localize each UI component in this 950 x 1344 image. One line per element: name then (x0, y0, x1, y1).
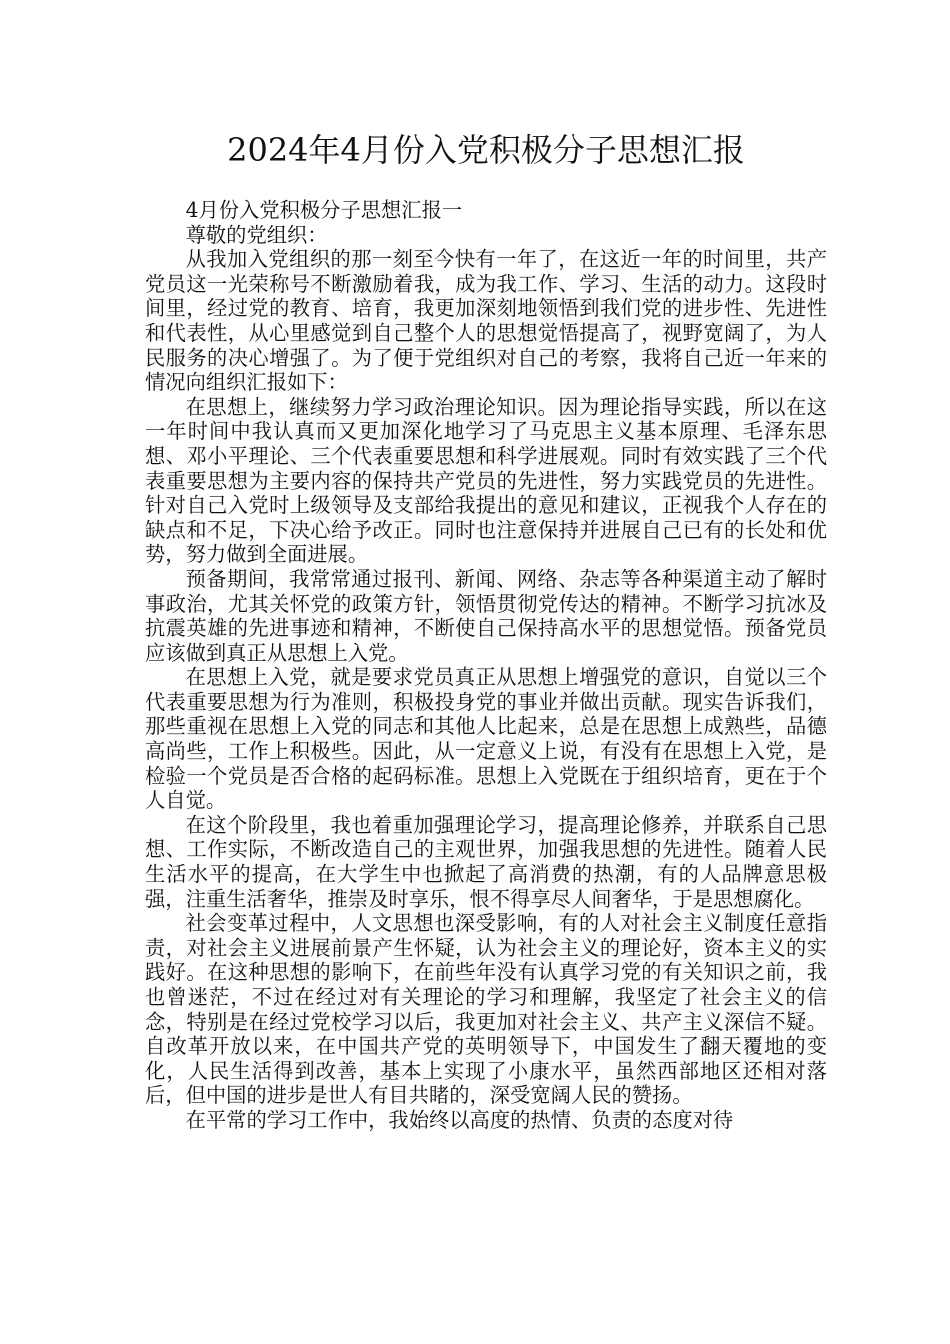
document-title: 2024年4月份入党积极分子思想汇报 (227, 131, 745, 169)
body-paragraph: 预备期间，我常常通过报刊、新闻、网络、杂志等各种渠道主动了解时事政治，尤其关怀党的政策方针，领悟贯彻党传达的精神。不断学习抗冰及抗震英雄的先进事迹和精神，不断使自己保持高水平的思想觉悟。预备党员应该做到真正从思想上入党。 (145, 566, 827, 665)
document-page (145, 128, 827, 1133)
body-paragraph: 从我加入党组织的那一刻至今快有一年了，在这近一年的时间里，共产党员这一光荣称号不断激励着我，成为我工作、学习、生活的动力。这段时间里，经过党的教育、培育，我更加深刻地领悟到我们党的进步性、先进性和代表性，从心里感觉到自己整个人的思想觉悟提高了，视野宽阔了，为人民服务的决心增强了。为了便于党组织对自己的考察，我将自己近一年来的情况向组织汇报如下： (145, 247, 827, 395)
body-paragraph: 在思想上，继续努力学习政治理论知识。因为理论指导实践，所以在这一年时间中我认真而又更加深化地学习了马克思主义基本原理、毛泽东思想、邓小平理论、三个代表重要思想和科学进展观。同时有效实践了三个代表重要思想为主要内容的保持共产党员的先进性，努力实践党员的先进性。针对自己入党时上级领导及支部给我提出的意见和建议，正视我个人存在的缺点和不足，下决心给予改正。同时也注意保持并进展自己已有的长处和优势，努力做到全面进展。 (145, 394, 827, 567)
body-paragraph: 在平常的学习工作中，我始终以高度的热情、负责的态度对待 (185, 1107, 734, 1132)
salutation: 尊敬的党组织： (185, 222, 328, 247)
document-subtitle: 4月份入党积极分子思想汇报一 (185, 198, 463, 222)
body-paragraph: 在思想上入党，就是要求党员真正从思想上增强党的意识，自觉以三个代表重要思想为行为准则，积极投身党的事业并做出贡献。现实告诉我们，那些重视在思想上入党的同志和其他人比起来，总是在思想上成熟些，品德高尚些，工作上积极些。因此，从一定意义上说，有没有在思想上入党，是检验一个党员是否合格的起码标准。思想上入党既在于组织培育，更在于个人自觉。 (145, 665, 827, 813)
body-paragraph: 在这个阶段里，我也着重加强理论学习，提高理论修养，并联系自己思想、工作实际，不断改造自己的主观世界，加强我思想的先进性。随着人民生活水平的提高，在大学生中也掀起了高消费的热潮，有的人品牌意思极强，注重生活奢华，推崇及时享乐，恨不得享尽人间奢华，于是思想腐化。 (145, 812, 827, 911)
body-paragraph: 社会变革过程中，人文思想也深受影响，有的人对社会主义制度任意指责，对社会主义进展前景产生怀疑，认为社会主义的理论好，资本主义的实践好。在这种思想的影响下，在前些年没有认真学习党的有关知识之前，我也曾迷茫，不过在经过对有关理论的学习和理解，我坚定了社会主义的信念，特别是在经过党校学习以后，我更加对社会主义、共产主义深信不疑。自改革开放以来，在中国共产党的英明领导下，中国发生了翻天覆地的变化，人民生活得到改善，基本上实现了小康水平，虽然西部地区还相对落后，但中国的进步是世人有目共睹的，深受宽阔人民的赞扬。 (145, 911, 827, 1108)
